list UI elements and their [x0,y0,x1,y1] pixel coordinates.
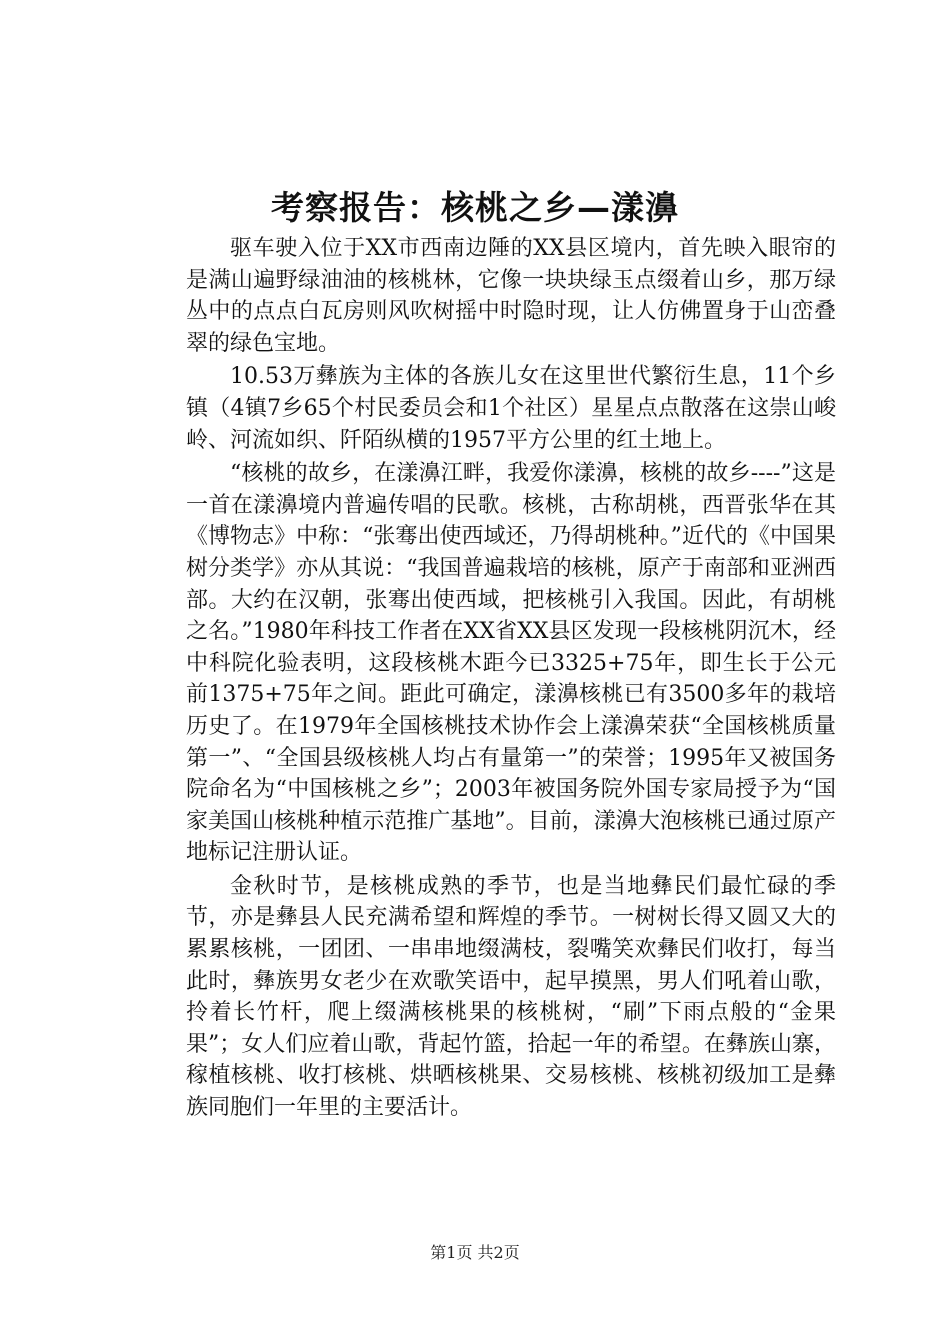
paragraph: 驱车驶入位于XX市西南边陲的XX县区境内，首先映入眼帘的是满山遍野绿油油的核桃林，它像一块块绿玉点缀着山乡，那万绿丛中的点点白瓦房则风吹树摇中时隐时现，让人仿佛置身于山峦叠翠的绿色宝地。 [186,236,836,356]
paragraph: 金秋时节，是核桃成熟的季节，也是当地彝民们最忙碌的季节，亦是彝县人民充满希望和辉煌的季节。一树树长得又圆又大的累累核桃，一团团、一串串地缀满枝，裂嘴笑欢彝民们收打，每当此时，彝族男女老少在欢歌笑语中，起早摸黑，男人们吼着山歌，拎着长竹杆，爬上缀满核桃果的核桃树，“刷”下雨点般的“金果果”；女人们应着山歌，背起竹篮，拾起一年的希望。在彝族山寨，稼植核桃、收打核桃、烘晒核桃果、交易核桃、核桃初级加工是彝族同胞们一年里的主要活计。 [186,873,836,1121]
page-number-footer: 第1页 共2页 [430,1243,520,1262]
paragraph: “核桃的故乡，在漾濞江畔，我爱你漾濞，核桃的故乡----”这是一首在漾濞境内普遍传唱的民歌。核桃，古称胡桃，西晋张华在其《博物志》中称：“张骞出使西域还，乃得胡桃种。”近代的《中国果树分类学》亦从其说：“我国普遍栽培的核桃，原产于南部和亚洲西部。大约在汉朝，张骞出使西域，把核桃引入我国。因此，有胡桃之名。”1980年科技工作者在XX省XX县区发现一段核桃阴沉木，经中科院化验表明，这段核桃木距今已3325+75年，即生长于公元前1375+75年之间。距此可确定，漾濞核桃已有3500多年的栽培历史了。在1979年全国核桃技术协作会上漾濞荣获“全国核桃质量第一”、“全国县级核桃人均占有量第一”的荣誉；1995年又被国务院命名为“中国核桃之乡”；2003年被国务院外国专家局授予为“国家美国山核桃种植示范推广基地”。目前，漾濞大泡核桃已通过原产地标记注册认证。 [186,461,836,866]
paragraph: 10.53万彝族为主体的各族儿女在这里世代繁衍生息，11个乡镇（4镇7乡65个村民委员会和1个社区）星星点点散落在这崇山峻岭、河流如织、阡陌纵横的1957平方公里的红土地上。 [186,364,836,453]
document-body [186,233,836,1126]
document-title: 考察报告：核桃之乡—漾濞 [271,188,679,227]
